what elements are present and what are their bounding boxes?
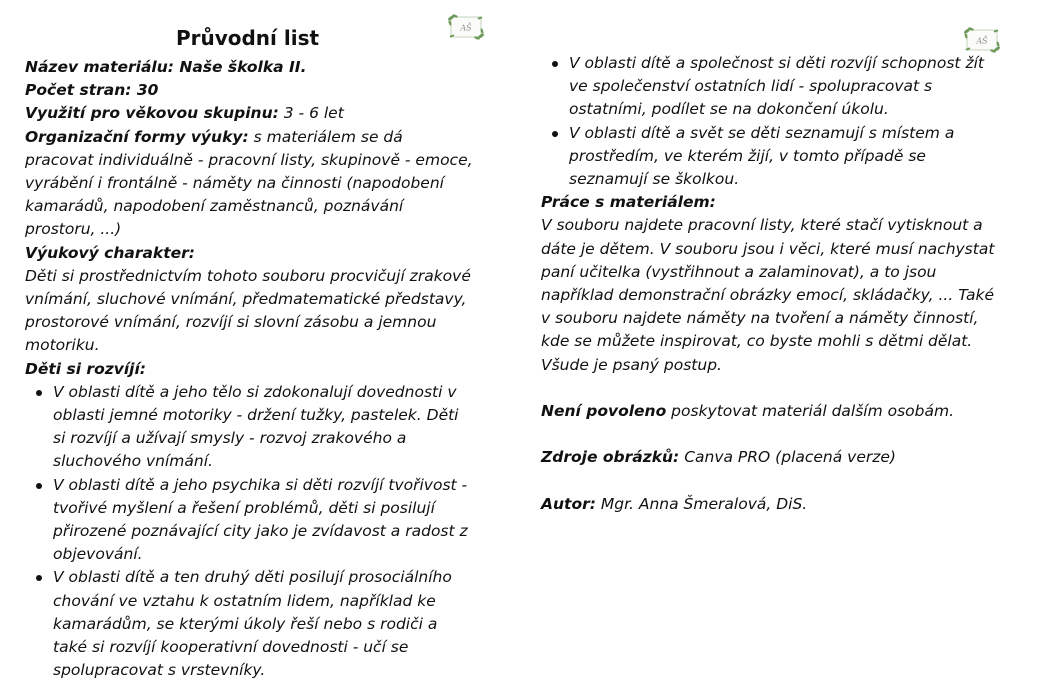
author-logo	[963, 26, 1001, 54]
list-item-text: V oblasti dítě a jeho psychika si děti rozvíjí tvořivost - tvořivé myšlení a řešení problémů, děti si posilují přirozené poznávající city jako je zvídavost a radost z objevování.	[53, 475, 468, 564]
author	[541, 493, 1001, 516]
teaching-forms-label: Organizační formy výuky:	[25, 127, 249, 146]
develop-list	[25, 381, 475, 683]
list-item	[569, 122, 1001, 192]
teaching-forms-value: s materiálem se dá pracovat individuálně - pracovní listy, skupinově - emoce, vyrábění i frontálně - náměty na činnosti (napodobení kamarádů, napodobení zaměstnanců, poznávání prostoru, ...)	[25, 127, 473, 239]
spacer	[541, 377, 1001, 400]
list-item-text: V oblasti dítě a svět se děti seznamují s místem a prostředím, ve kterém žijí, v tomto případě se seznamují se školkou.	[569, 123, 955, 189]
left-column	[25, 56, 475, 682]
not-allowed-label: Není povoleno	[541, 402, 667, 421]
list-item-text: V oblasti dítě a jeho tělo si zdokonalují dovednosti v oblasti jemné motoriky - držení tužky, pastelek. Děti si rozvíjí a užívají smysly - rozvoj zrakového a sluchového vnímání.	[53, 382, 459, 471]
right-column	[541, 52, 1001, 516]
image-sources-text: Canva PRO (placená verze)	[679, 448, 896, 467]
logo-text: AŠ	[460, 23, 472, 33]
image-sources-label: Zdroje obrázků:	[541, 448, 680, 467]
bullet-icon	[36, 483, 42, 489]
not-allowed-text: poskytovat materiál dalším osobám.	[666, 402, 955, 421]
work-heading: Práce s materiálem:	[541, 193, 716, 212]
bullet-icon	[36, 575, 42, 581]
author-text: Mgr. Anna Šmeralová, DiS.	[595, 494, 808, 513]
list-item-text: V oblasti dítě a společnost si děti rozvíjí schopnost žít ve společenství ostatních lidí - spolupracovat s ostatními, podílet se na dokončení úkolu.	[569, 54, 984, 119]
list-item	[53, 566, 475, 682]
bullet-icon	[36, 390, 42, 396]
work-text: V souboru najdete pracovní listy, které stačí vytisknout a dáte je dětem. V souboru jsou i věci, které musí nachystat paní učitelka (vystřihnout a zalaminovat), a to jsou například demonstrační obrázky emocí, skládačky, ... Také v souboru najdete náměty na tvoření a náměty činností, kde se můžete inspirovat, co byste mohli s dětmi dělat. Všude je psaný postup.	[541, 216, 995, 374]
character-heading: Výukový charakter:	[25, 243, 196, 262]
bullet-icon	[552, 61, 558, 67]
image-sources	[541, 446, 1001, 469]
character-text: Děti si prostřednictvím tohoto souboru procvičují zrakové vnímání, sluchové vnímání, předmatematické představy, prostorové vnímání, rozvíjí si slovní zásobu a jemnou motoriku.	[25, 266, 471, 355]
not-allowed	[541, 400, 1001, 423]
page-count: Počet stran: 30	[25, 81, 159, 100]
page-title: Průvodní list	[175, 26, 320, 50]
develop-heading: Děti si rozvíjí:	[25, 359, 146, 378]
logo-text: AŠ	[976, 36, 988, 46]
list-item	[53, 474, 475, 567]
teaching-forms	[25, 126, 475, 242]
spacer	[541, 470, 1001, 493]
list-item	[569, 52, 1001, 122]
age-group-value: 3 - 6 let	[278, 104, 344, 123]
spacer	[541, 423, 1001, 446]
list-item	[53, 381, 475, 474]
material-name: Název materiálu: Naše školka II.	[25, 58, 307, 76]
age-group-label: Využití pro věkovou skupinu:	[25, 104, 279, 123]
bullet-icon	[552, 131, 558, 137]
list-item-text: V oblasti dítě a ten druhý děti posilují prosociálního chování ve vztahu k ostatním lidem, například ke kamarádům, se kterými úkoly řeší nebo s rodiči a také si rozvíjí kooperativní dovednosti - učí se spolupracovat s vrstevníky.	[53, 568, 452, 680]
age-group	[25, 102, 475, 125]
develop-list-continued	[541, 52, 1001, 191]
author-label: Autor:	[541, 494, 596, 513]
